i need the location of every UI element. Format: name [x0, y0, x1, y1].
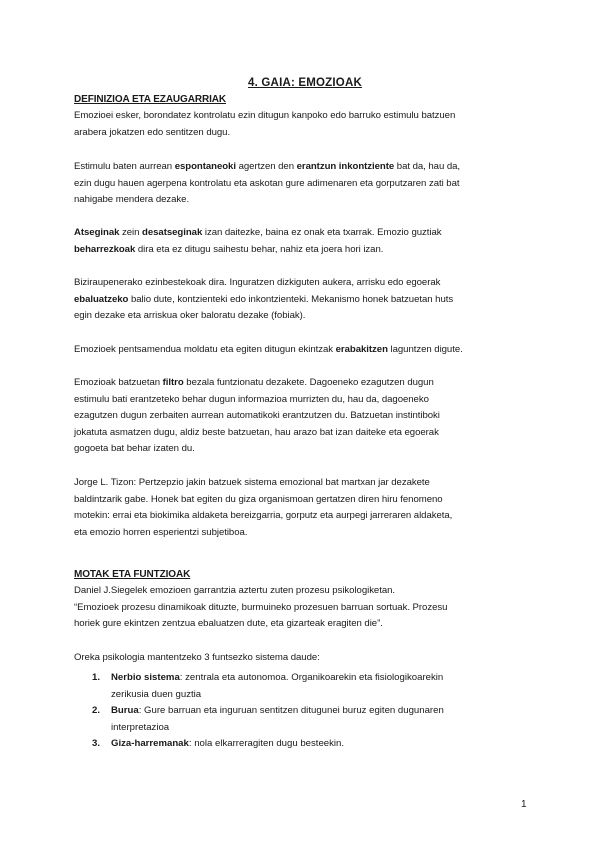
- paragraph-4: [74, 275, 536, 325]
- paragraph-5: [74, 342, 536, 359]
- paragraph-line: Jorge L. Tizon: Pertzepzio jakin batzuek sistema emozional bat martxan jar dezakete: [74, 477, 430, 488]
- paragraph-3: [74, 225, 536, 258]
- bold-term: ebaluatzeko: [74, 293, 129, 305]
- bold-term: Nerbio sistema: [111, 672, 180, 683]
- bold-term: beharrezkoak: [74, 243, 136, 255]
- list-item: [74, 703, 536, 736]
- bold-term: filtro: [162, 377, 184, 388]
- text-run: dira eta ez ditugu saihestu behar, nahiz eta joera hori izan.: [135, 243, 384, 255]
- text-run: bezala funtzionatu dezakete. Dagoeneko ezagutzen dugun: [183, 377, 434, 388]
- paragraph-line: motekin: errai eta biokimika aldaketa bereizgarria, gorputz eta aurpegi jarreraren aldaketa,: [74, 510, 453, 521]
- text-run: balio dute, kontzienteki edo inkontzienteki. Mekanismo honek batzuetan huts: [128, 293, 454, 305]
- page-title: 4. GAIA: EMOZIOAK: [248, 77, 362, 89]
- page-number: 1: [521, 799, 527, 810]
- bold-term: erabakitzen: [335, 344, 388, 355]
- text-run: : nola elkarreragiten dugu besteekin.: [188, 738, 345, 749]
- paragraph-line: baldintzarik gabe. Honek bat egiten du giza organismoan gertatzen diren hiru fenomeno: [74, 493, 443, 505]
- text-run: interpretazioa: [111, 721, 170, 733]
- list-intro: [74, 650, 536, 667]
- text-run: Estimulu baten aurrean: [74, 161, 175, 172]
- paragraph-line: Emozioei esker, borondatez kontrolatu ezin ditugun kanpoko edo barruko estimulu batzuen: [74, 110, 456, 121]
- paragraph-line: egin dezake eta arriskua oker baloratu dezake (fobiak).: [74, 310, 306, 321]
- text-run: zerikusia duen guztia: [111, 688, 202, 700]
- text-run: Emozioak batzuetan: [74, 377, 163, 388]
- list-item: [74, 670, 536, 703]
- paragraph-8: [74, 583, 536, 633]
- numbered-list: [74, 670, 536, 753]
- paragraph-6: [74, 375, 536, 458]
- text-run: Emozioek pentsamendua moldatu eta egiten ditugun ekintzak: [74, 344, 336, 355]
- bold-term: desatseginak: [142, 227, 203, 238]
- paragraph-1: [74, 108, 536, 141]
- paragraph-2: [74, 159, 536, 209]
- text-run: : zentrala eta autonomoa. Organikoarekin eta fisiologikoarekin: [179, 672, 444, 683]
- bold-term: Giza-harremanak: [111, 738, 189, 749]
- bold-term: espontaneoki: [174, 161, 236, 172]
- paragraph-line: gogoeta bat behar izaten du.: [74, 443, 195, 454]
- text-run: laguntzen digute.: [387, 344, 463, 355]
- section-heading-types: MOTAK ETA FUNTZIOAK: [74, 569, 191, 580]
- paragraph-line: Daniel J.Siegelek emozioen garrantzia aztertu zuten prozesu psikologiketan.: [74, 585, 396, 596]
- paragraph-line: Biziraupenerako ezinbestekoak dira. Inguratzen dizkiguten aukera, arrisku edo egoerak: [74, 277, 441, 288]
- section-heading-definition: DEFINIZIOA ETA EZAUGARRIAK: [74, 94, 227, 105]
- bold-term: erantzun inkontziente: [296, 161, 395, 172]
- text-run: agertzen den: [235, 161, 297, 172]
- paragraph-line: “Emozioek prozesu dinamikoak dituzte, burmuineko prozesuen barruan sortuak. Prozesu: [74, 601, 448, 613]
- bold-term: Atseginak: [74, 227, 120, 238]
- text-run: : Gure barruan eta inguruan sentitzen ditugunei buruz egiten dugunaren: [138, 705, 444, 716]
- paragraph-line: ezagutzen dugun zerbaiten aurrean automatikoki erantzutzen du. Batzuetan instintiboki: [74, 410, 440, 421]
- list-item: [74, 736, 536, 753]
- text-run: izan daitezke, baina ez onak eta txarrak. Emozio guztiak: [202, 227, 442, 238]
- paragraph-line: nahigabe mendera dezake.: [74, 194, 190, 205]
- list-number: 3.: [92, 738, 101, 749]
- bold-term: Burua: [111, 705, 139, 716]
- paragraph-line: arabera jokatzen edo sentitzen dugu.: [74, 126, 231, 138]
- list-number: 2.: [92, 705, 101, 716]
- paragraph-line: Oreka psikologia mantentzeko 3 funtsezko sistema daude:: [74, 652, 320, 663]
- paragraph-line: eta emozio horren esperientzi subjetiboa.: [74, 526, 248, 538]
- list-number: 1.: [92, 672, 101, 683]
- text-run: zein: [119, 227, 143, 238]
- text-run: bat da, hau da,: [394, 161, 461, 172]
- paragraph-line: horiek gure ekintzen zentzua ebaluatzen dute, eta gizarteak eragiten die”.: [74, 618, 383, 629]
- paragraph-line: ezin dugu hauen agerpena kontrolatu eta askotan gure adimenaren eta gorputzaren zati bat: [74, 177, 460, 189]
- paragraph-line: estimulu bati erantzeteko behar dugun informazioa murrizten du, hau da, dagoeneko: [74, 393, 429, 405]
- paragraph-line: jokatuta asmatzen dugu, aldiz beste batzuetan, hau arazo bat izan daiteke eta egoerak: [74, 426, 439, 438]
- paragraph-7: [74, 475, 536, 541]
